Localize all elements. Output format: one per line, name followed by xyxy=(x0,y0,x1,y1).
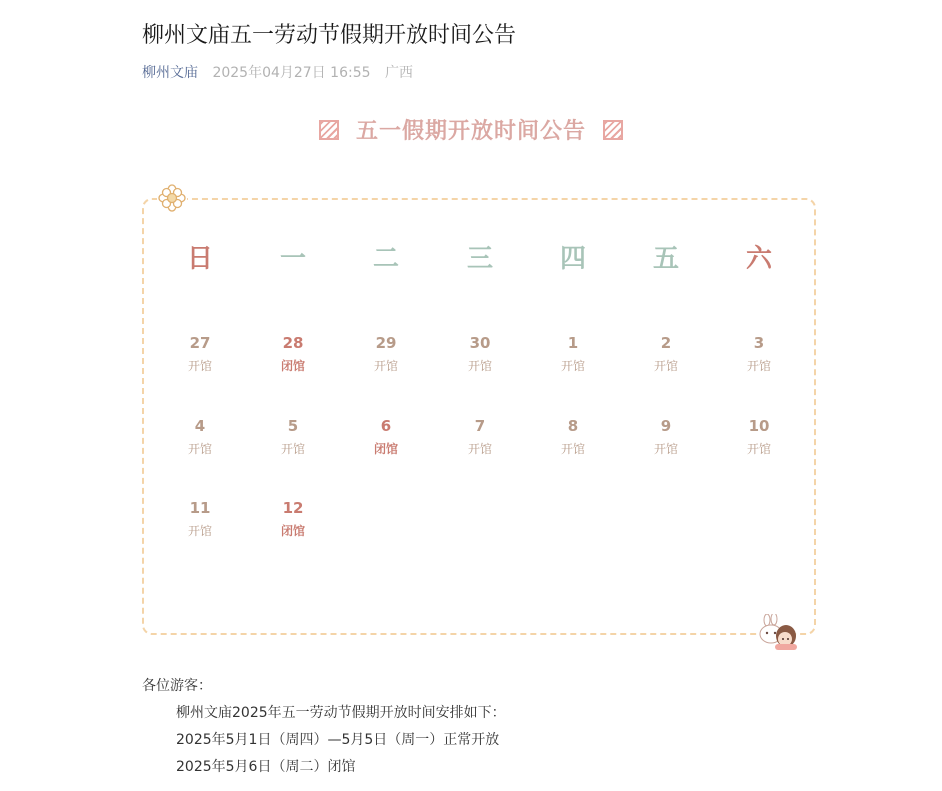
day-number: 27 xyxy=(189,334,211,352)
weekday-label: 三 xyxy=(466,244,493,274)
weekday-label: 日 xyxy=(186,244,213,274)
weekday-label: 一 xyxy=(279,244,306,274)
article-title: 柳州文庙五一劳动节假期开放时间公告 xyxy=(142,23,517,48)
calendar-day xyxy=(263,499,323,539)
open-status: 开馆 xyxy=(187,359,212,373)
day-number: 5 xyxy=(287,417,299,435)
calendar-day xyxy=(356,334,416,374)
open-status: 开馆 xyxy=(560,359,585,373)
banner-title: 五一假期开放时间公告 xyxy=(355,119,586,144)
open-status: 开馆 xyxy=(373,359,398,373)
day-number: 9 xyxy=(660,417,672,435)
closed-status: 闭馆 xyxy=(280,524,305,538)
day-number: 7 xyxy=(474,417,486,435)
striped-square-icon xyxy=(319,120,339,140)
weekday-label: 六 xyxy=(745,244,772,274)
calendar-day xyxy=(543,417,603,457)
weekday-label: 五 xyxy=(652,244,679,274)
calendar-day xyxy=(636,334,696,374)
day-number: 8 xyxy=(567,417,579,435)
body-line: 柳州文庙2025年五一劳动节假期开放时间安排如下： xyxy=(176,705,506,721)
day-number: 29 xyxy=(375,334,397,352)
calendar-day xyxy=(170,417,230,457)
day-number: 11 xyxy=(189,499,211,517)
day-number: 6 xyxy=(380,417,392,435)
flower-icon xyxy=(157,183,187,213)
calendar-day xyxy=(450,417,510,457)
weekday-label: 二 xyxy=(372,244,399,274)
day-number: 4 xyxy=(194,417,206,435)
open-status: 开馆 xyxy=(467,359,492,373)
publish-location: 广西 xyxy=(384,65,413,81)
calendar-day xyxy=(263,417,323,457)
weekday-label: 四 xyxy=(559,244,586,274)
day-number: 3 xyxy=(753,334,765,352)
open-status: 开馆 xyxy=(560,442,585,456)
day-number: 2 xyxy=(660,334,672,352)
open-status: 开馆 xyxy=(187,442,212,456)
open-status: 开馆 xyxy=(653,359,678,373)
article-meta xyxy=(142,62,413,82)
bunny-child-sticker-icon xyxy=(755,614,799,650)
calendar-day xyxy=(636,417,696,457)
day-number: 28 xyxy=(282,334,304,352)
day-number: 12 xyxy=(282,499,304,517)
open-status: 开馆 xyxy=(746,442,771,456)
striped-square-icon xyxy=(603,120,623,140)
author-link[interactable]: 柳州文庙 xyxy=(142,65,198,81)
day-number: 10 xyxy=(748,417,770,435)
calendar-day xyxy=(263,334,323,374)
calendar-day xyxy=(356,417,416,457)
body-line: 2025年5月6日（周二）闭馆 xyxy=(176,759,356,775)
calendar-day xyxy=(450,334,510,374)
open-status: 开馆 xyxy=(280,442,305,456)
greeting-text: 各位游客： xyxy=(142,678,212,694)
calendar-day xyxy=(170,499,230,539)
open-status: 开馆 xyxy=(653,442,678,456)
calendar-day xyxy=(729,417,789,457)
open-status: 开馆 xyxy=(467,442,492,456)
notice-banner xyxy=(0,114,942,145)
day-number: 1 xyxy=(567,334,579,352)
calendar-day xyxy=(543,334,603,374)
day-number: 30 xyxy=(469,334,491,352)
publish-date: 2025年04月27日 16:55 xyxy=(212,65,371,81)
body-line: 2025年5月1日（周四）—5月5日（周一）正常开放 xyxy=(176,732,500,748)
open-status: 开馆 xyxy=(187,524,212,538)
closed-status: 闭馆 xyxy=(373,442,398,456)
closed-status: 闭馆 xyxy=(280,359,305,373)
calendar-day xyxy=(170,334,230,374)
open-status: 开馆 xyxy=(746,359,771,373)
calendar-day xyxy=(729,334,789,374)
